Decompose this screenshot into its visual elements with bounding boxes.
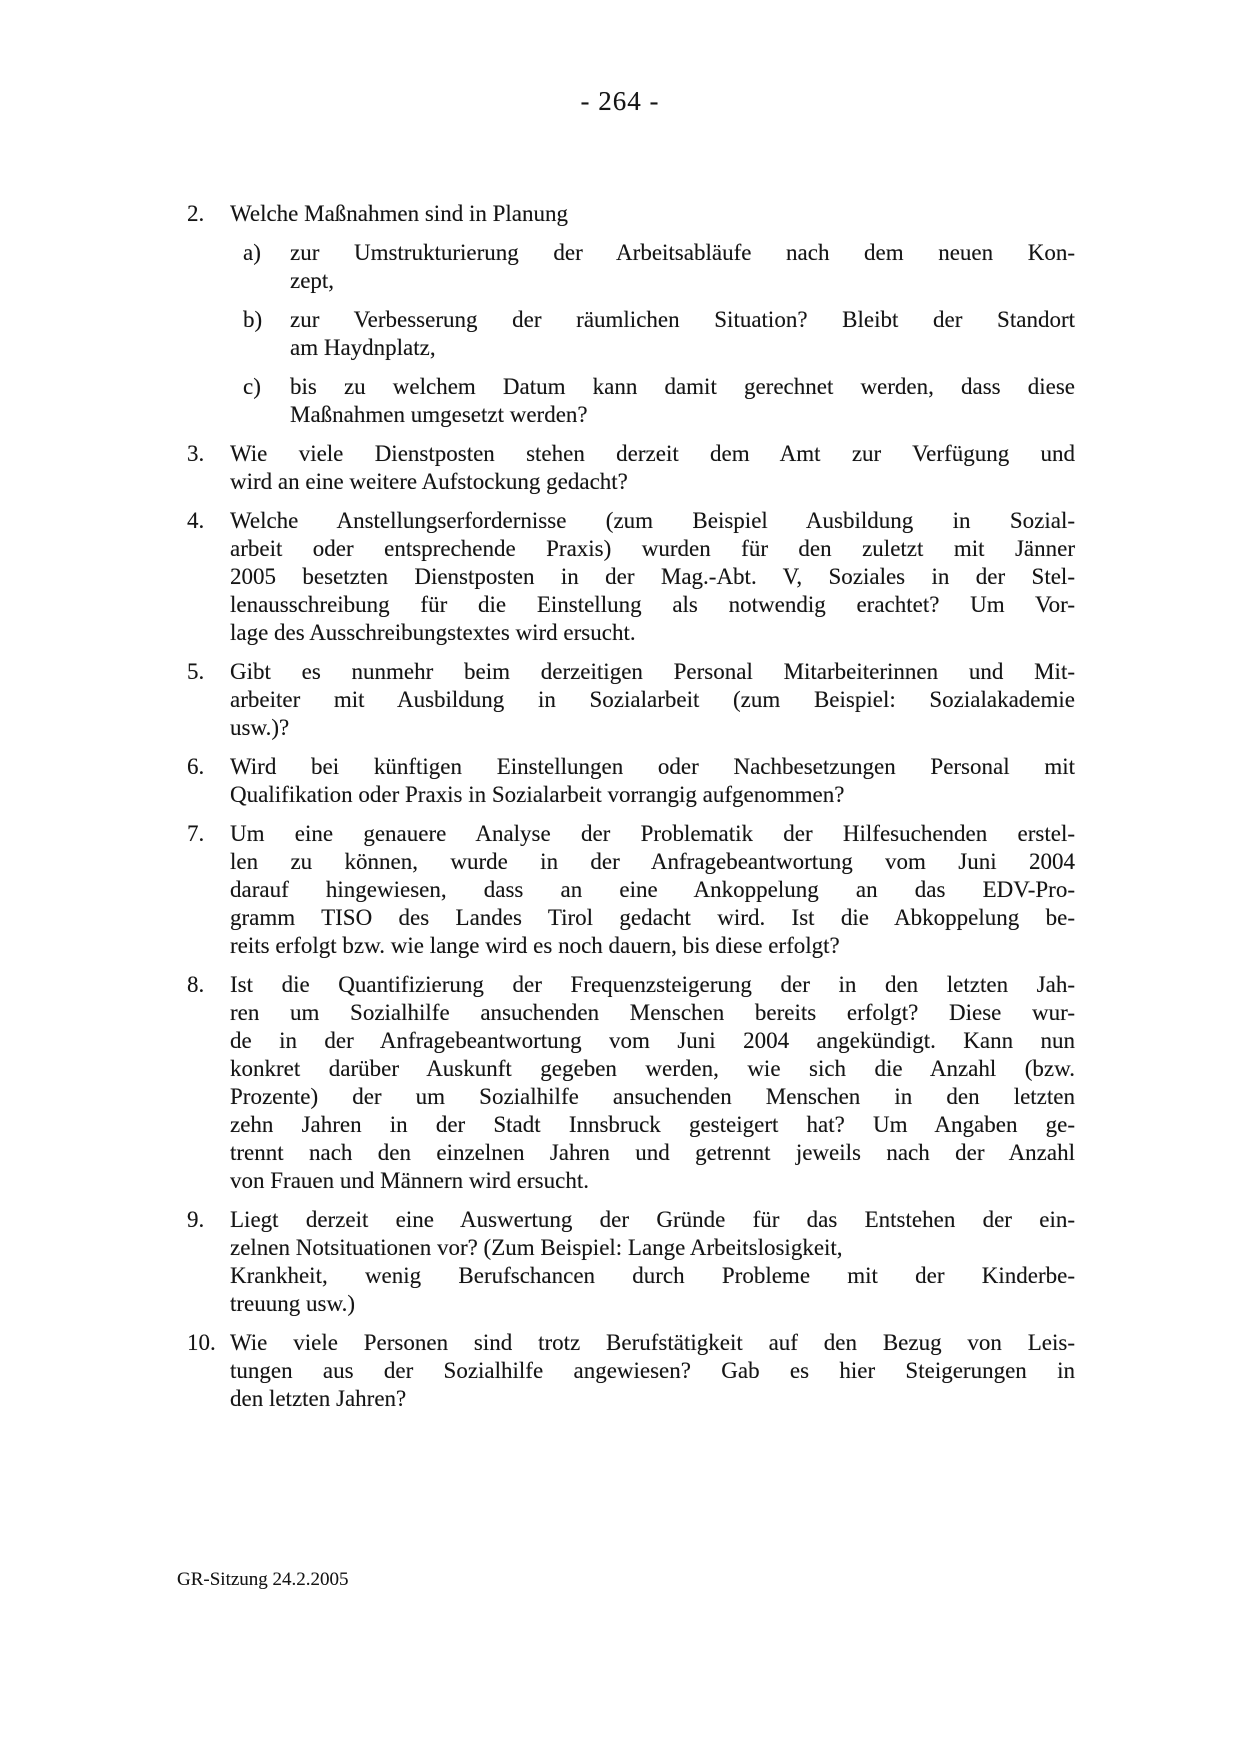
text-line: 2005 besetzten Dienstposten in der Mag.-Abt. V, Soziales in der Stel- xyxy=(230,564,1075,589)
question-number: 6. xyxy=(187,754,205,779)
question-text xyxy=(230,971,1075,1195)
sub-question-item xyxy=(243,373,1075,429)
sub-question-item xyxy=(243,239,1075,295)
question-text xyxy=(230,1329,1075,1413)
question-text xyxy=(230,658,1075,742)
text-line: konkret darüber Auskunft gegeben werden, wie sich die Anzahl (bzw. xyxy=(230,1056,1075,1081)
text-line: arbeit oder entsprechende Praxis) wurden für den zuletzt mit Jänner xyxy=(230,536,1075,561)
text-line: Gibt es nunmehr beim derzeitigen Personal Mitarbeiterinnen und Mit- xyxy=(230,659,1075,684)
question-item xyxy=(187,1206,1075,1318)
text-line: am Haydnplatz, xyxy=(290,335,436,360)
text-line: Um eine genauere Analyse der Problematik der Hilfesuchenden erstel- xyxy=(230,821,1075,846)
question-number: 2. xyxy=(187,201,205,226)
text-line: zehn Jahren in der Stadt Innsbruck gesteigert hat? Um Angaben ge- xyxy=(230,1112,1075,1137)
question-item xyxy=(187,820,1075,960)
text-line: Welche Anstellungserfordernisse (zum Beispiel Ausbildung in Sozial- xyxy=(230,508,1075,533)
question-text xyxy=(230,1206,1075,1318)
question-text xyxy=(230,200,1075,429)
text-line: Prozente) der um Sozialhilfe ansuchenden Menschen in den letzten xyxy=(230,1084,1075,1109)
question-number: 3. xyxy=(187,441,205,466)
text-line: treuung usw.) xyxy=(230,1291,355,1316)
question-text xyxy=(230,753,1075,809)
text-line: zur Umstrukturierung der Arbeitsabläufe nach dem neuen Kon- xyxy=(290,240,1075,265)
question-item xyxy=(187,753,1075,809)
question-list xyxy=(187,200,1075,1413)
text-line: gramm TISO des Landes Tirol gedacht wird. Ist die Abkoppelung be- xyxy=(230,905,1075,930)
question-item xyxy=(187,507,1075,647)
text-line: Liegt derzeit eine Auswertung der Gründe für das Entstehen der ein- xyxy=(230,1207,1075,1232)
question-text xyxy=(230,507,1075,647)
text-line: usw.)? xyxy=(230,715,290,740)
question-number: 10. xyxy=(187,1330,216,1355)
text-line: tungen aus der Sozialhilfe angewiesen? Gab es hier Steigerungen in xyxy=(230,1358,1075,1383)
text-line: Welche Maßnahmen sind in Planung xyxy=(230,201,568,226)
text-line: len zu können, wurde in der Anfragebeantwortung vom Juni 2004 xyxy=(230,849,1075,874)
text-line: zelnen Notsituationen vor? (Zum Beispiel: Lange Arbeitslosigkeit, xyxy=(230,1235,843,1260)
sub-question-letter: b) xyxy=(243,307,263,332)
text-line: Wie viele Personen sind trotz Berufstätigkeit auf den Bezug von Leis- xyxy=(230,1330,1075,1355)
text-line: reits erfolgt bzw. wie lange wird es noch dauern, bis diese erfolgt? xyxy=(230,933,840,958)
sub-question-item xyxy=(243,306,1075,362)
page-number: - 264 - xyxy=(580,86,660,116)
question-item xyxy=(187,658,1075,742)
question-number: 8. xyxy=(187,972,205,997)
sub-question-letter: a) xyxy=(243,240,261,265)
footer-session-note: GR-Sitzung 24.2.2005 xyxy=(177,1569,349,1590)
text-line: von Frauen und Männern wird ersucht. xyxy=(230,1168,589,1193)
text-line: darauf hingewiesen, dass an eine Ankoppelung an das EDV-Pro- xyxy=(230,877,1075,902)
sub-question-text xyxy=(290,306,1075,362)
text-line: ren um Sozialhilfe ansuchenden Menschen bereits erfolgt? Diese wur- xyxy=(230,1000,1075,1025)
sub-question-letter: c) xyxy=(243,374,261,399)
text-line: zur Verbesserung der räumlichen Situation? Bleibt der Standort xyxy=(290,307,1075,332)
question-number: 7. xyxy=(187,821,205,846)
text-line: arbeiter mit Ausbildung in Sozialarbeit (zum Beispiel: Sozialakademie xyxy=(230,687,1075,712)
question-item xyxy=(187,440,1075,496)
text-line: Maßnahmen umgesetzt werden? xyxy=(290,402,588,427)
text-line: lage des Ausschreibungstextes wird ersucht. xyxy=(230,620,636,645)
sub-question-text xyxy=(290,373,1075,429)
text-line: Krankheit, wenig Berufschancen durch Probleme mit der Kinderbe- xyxy=(230,1263,1075,1288)
question-item xyxy=(187,971,1075,1195)
sub-question-text xyxy=(290,239,1075,295)
question-item xyxy=(187,1329,1075,1413)
question-number: 4. xyxy=(187,508,205,533)
text-line: trennt nach den einzelnen Jahren und getrennt jeweils nach der Anzahl xyxy=(230,1140,1075,1165)
question-text xyxy=(230,440,1075,496)
question-number: 9. xyxy=(187,1207,205,1232)
text-line: den letzten Jahren? xyxy=(230,1386,407,1411)
text-line: Wie viele Dienstposten stehen derzeit dem Amt zur Verfügung und xyxy=(230,441,1075,466)
text-line: Ist die Quantifizierung der Frequenzsteigerung der in den letzten Jah- xyxy=(230,972,1075,997)
question-item xyxy=(187,200,1075,429)
text-line: zept, xyxy=(290,268,335,293)
text-line: Qualifikation oder Praxis in Sozialarbeit vorrangig aufgenommen? xyxy=(230,782,845,807)
text-line: Wird bei künftigen Einstellungen oder Nachbesetzungen Personal mit xyxy=(230,754,1075,779)
text-line: lenausschreibung für die Einstellung als notwendig erachtet? Um Vor- xyxy=(230,592,1075,617)
text-line: wird an eine weitere Aufstockung gedacht? xyxy=(230,469,628,494)
question-text xyxy=(230,820,1075,960)
text-line: de in der Anfragebeantwortung vom Juni 2004 angekündigt. Kann nun xyxy=(230,1028,1075,1053)
question-number: 5. xyxy=(187,659,205,684)
text-line: bis zu welchem Datum kann damit gerechnet werden, dass diese xyxy=(290,374,1075,399)
